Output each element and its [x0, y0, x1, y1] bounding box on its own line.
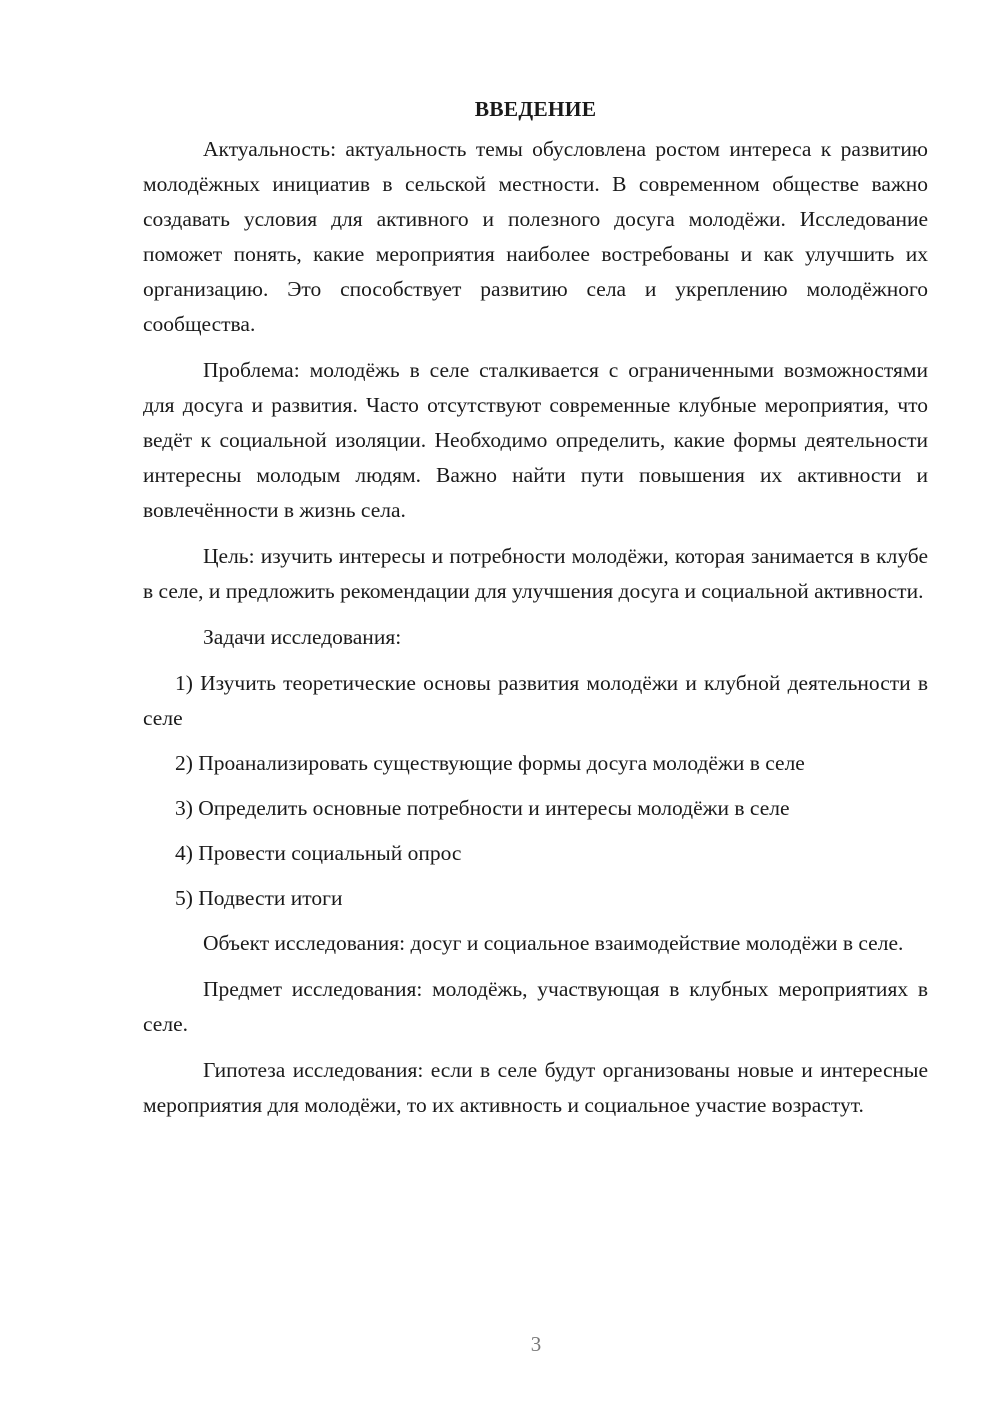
task-item-4: 4) Провести социальный опрос — [175, 841, 462, 865]
task-item-3: 3) Определить основные потребности и интересы молодёжи в селе — [175, 796, 790, 820]
page-content — [143, 92, 928, 1134]
paragraph-relevance: Актуальность: актуальность темы обусловлена ростом интереса к развитию молодёжных инициатив в сельской местности. В современном обществе важно создавать условия для активного и полезного досуга молодёжи. Исследование поможет понять, какие мероприятия наиболее востребованы и как улучшить их организацию. Это способствует развитию села и укреплению молодёжного сообщества. — [143, 137, 928, 336]
paragraph-subject: Предмет исследования: молодёжь, участвующая в клубных мероприятиях в селе. — [143, 977, 928, 1036]
task-item-2: 2) Проанализировать существующие формы досуга молодёжи в селе — [175, 751, 805, 775]
paragraph-object: Объект исследования: досуг и социальное взаимодействие молодёжи в селе. — [203, 931, 904, 955]
page-number: 3 — [530, 1332, 542, 1356]
tasks-heading: Задачи исследования: — [203, 625, 402, 649]
task-item-5: 5) Подвести итоги — [175, 886, 343, 910]
paragraph-goal: Цель: изучить интересы и потребности молодёжи, которая занимается в клубе в селе, и предложить рекомендации для улучшения досуга и социальной активности. — [143, 544, 928, 603]
paragraph-hypothesis: Гипотеза исследования: если в селе будут организованы новые и интересные мероприятия для молодёжи, то их активность и социальное участие возрастут. — [143, 1058, 928, 1117]
page-title: ВВЕДЕНИЕ — [474, 97, 597, 121]
paragraph-problem: Проблема: молодёжь в селе сталкивается с ограниченными возможностями для досуга и развития. Часто отсутствуют современные клубные мероприятия, что ведёт к социальной изоляции. Необходимо определить, какие формы деятельности интересны молодым людям. Важно найти пути повышения их активности и вовлечённости в жизнь села. — [143, 358, 928, 522]
task-item-1: 1) Изучить теоретические основы развития молодёжи и клубной деятельности в селе — [143, 671, 928, 730]
